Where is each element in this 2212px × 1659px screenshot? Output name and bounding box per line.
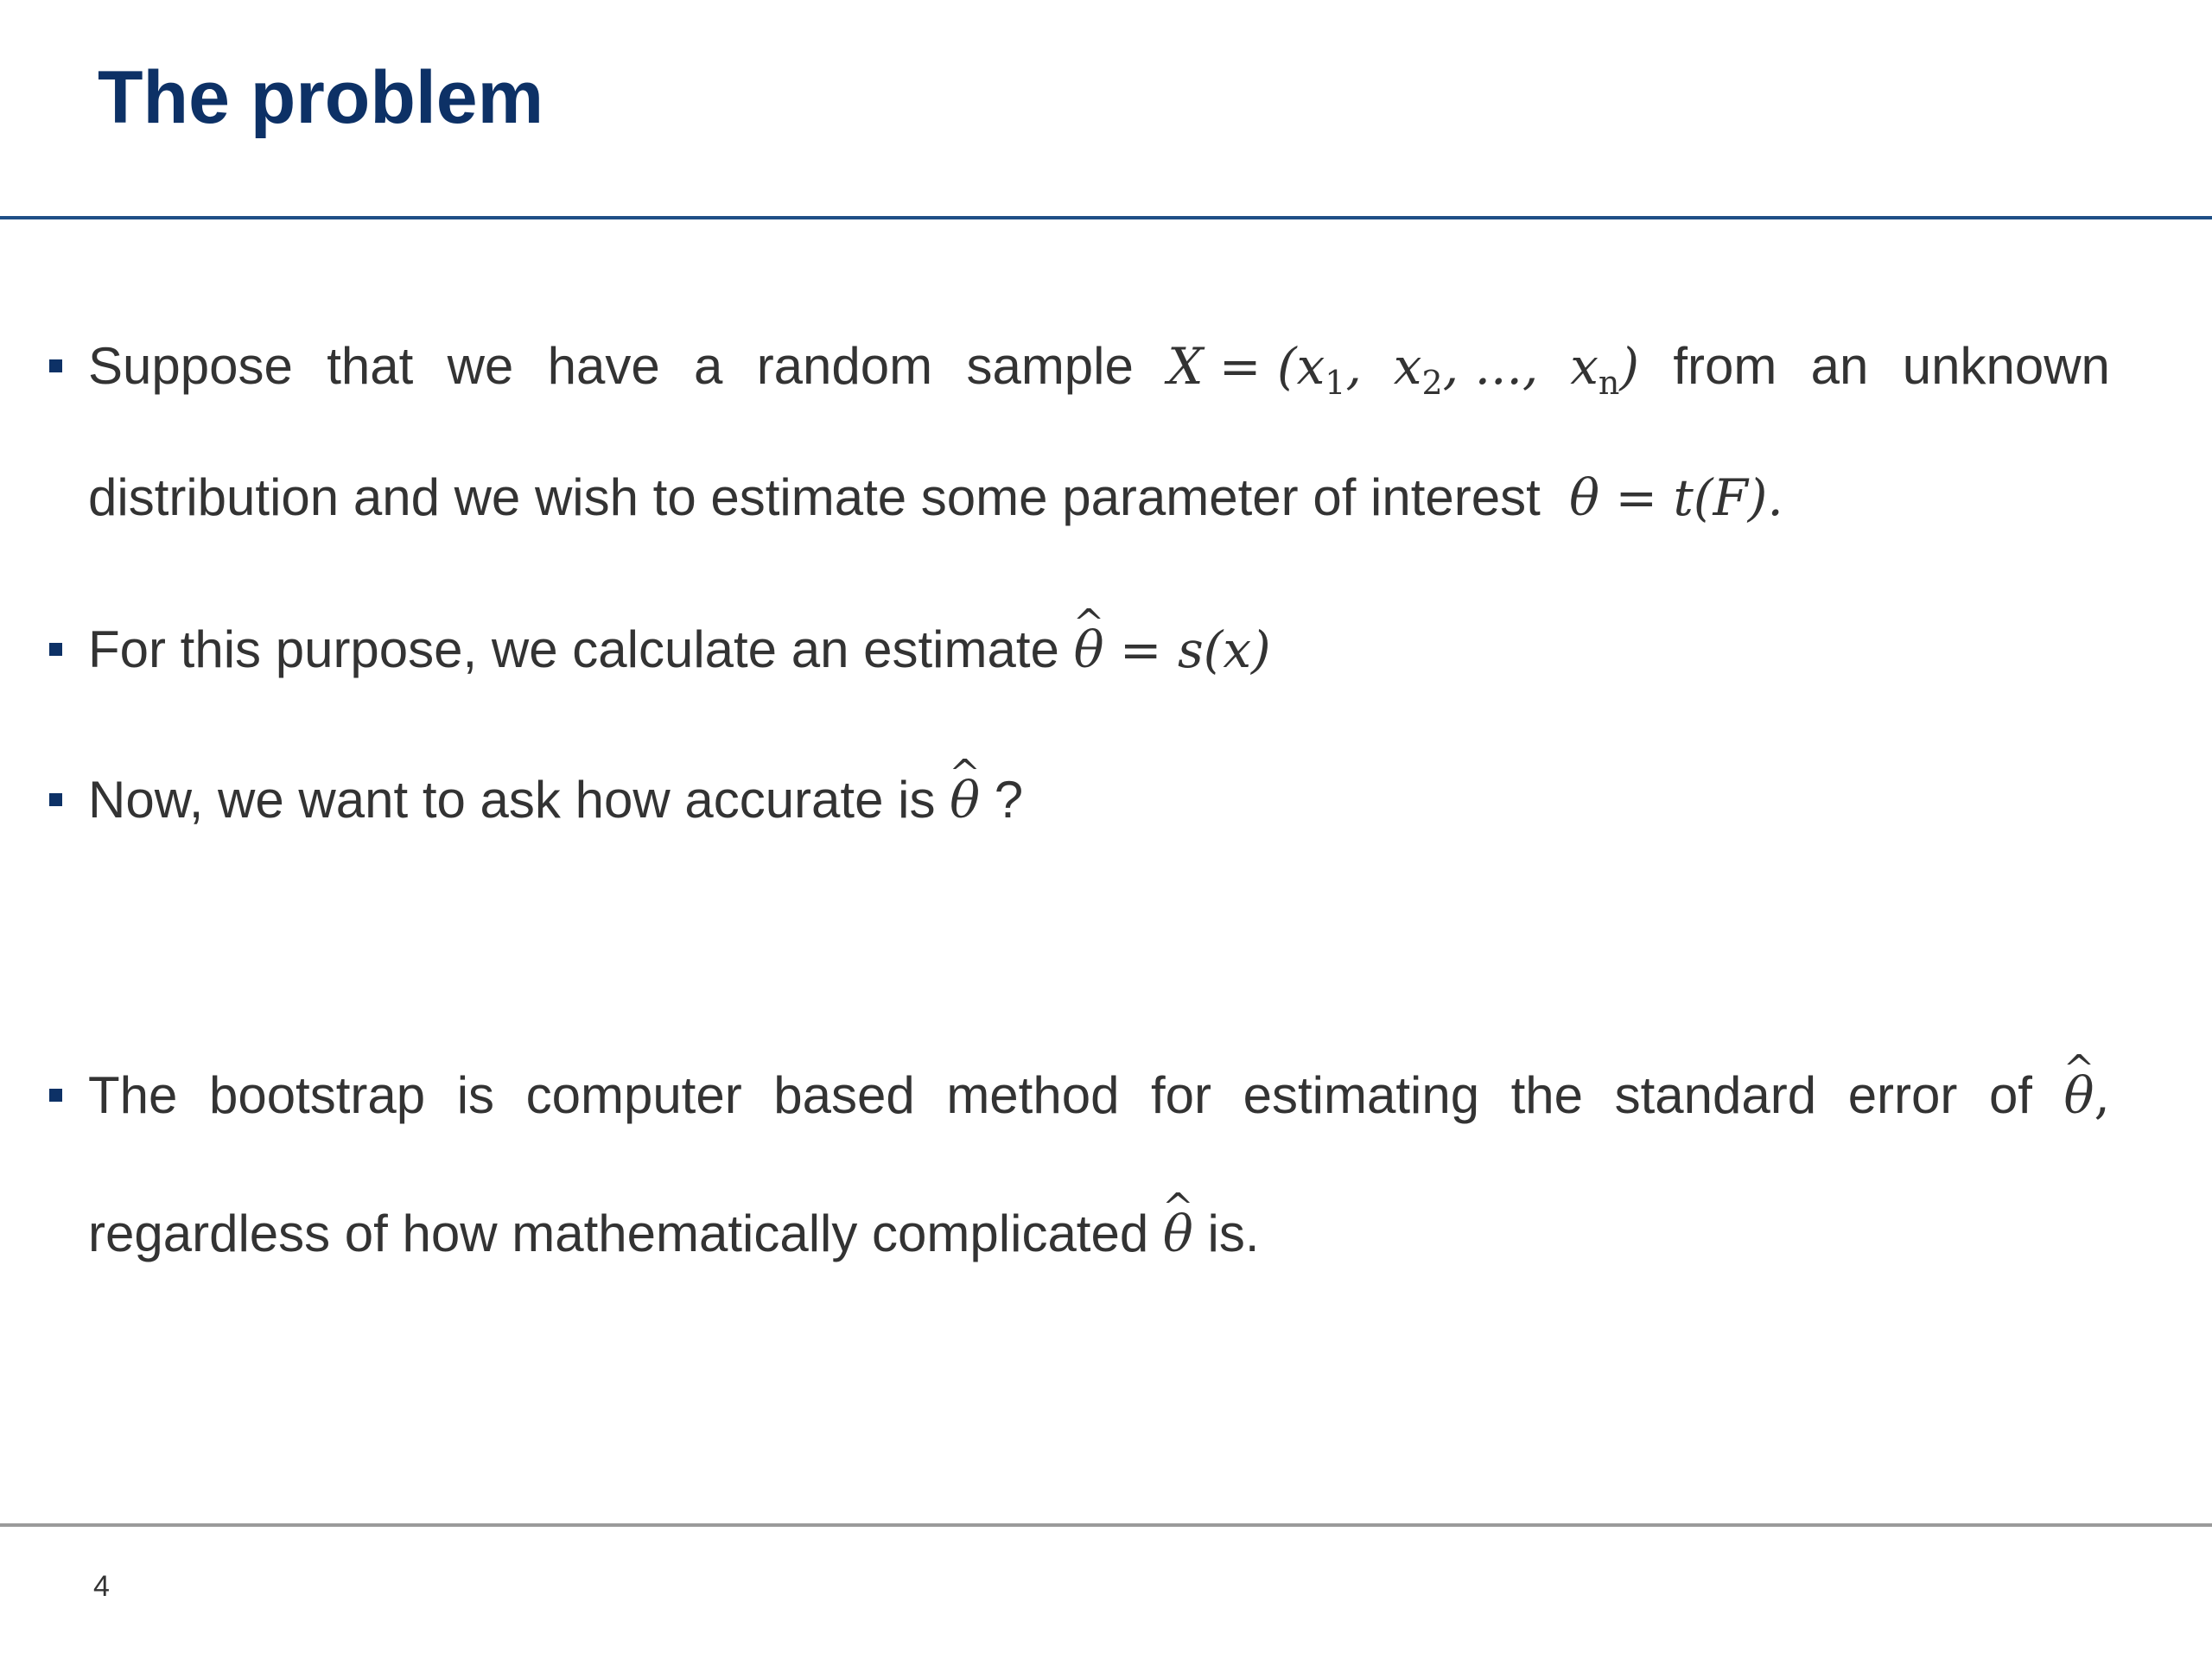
word: error [1847,1066,1958,1124]
word: based [773,1066,915,1124]
word: standard [1614,1066,1817,1124]
bullet-text-tail: ? [980,771,1024,829]
theta-hat: ^ θ [1163,1205,1193,1263]
bullet-text: Now, we want to ask how accurate is [88,771,936,829]
bullet-text: regardless of how mathematically complicated [88,1205,1149,1262]
bullet-text-tail: is. [1192,1205,1260,1262]
word: for [1151,1066,1212,1124]
bullet-line [88,769,1023,831]
word: have [547,337,660,395]
word: is [456,1066,495,1124]
word: the [1510,1066,1584,1124]
bullet-line [88,619,1271,681]
bullet-line [88,335,2110,402]
bullet-text: distribution and we wish to estimate some parameter of interest [88,468,1541,526]
word: The [88,1066,178,1124]
bullet-marker [49,793,62,806]
bullet-marker [49,359,62,372]
word: method [946,1066,1120,1124]
word: that [327,337,414,395]
estimate-formula: ^ θ = s(x) [1074,620,1271,679]
theta-hat: ^ θ, [2064,1065,2110,1127]
word: from [1673,337,1777,395]
footer-divider [0,1523,2212,1527]
bullet-text: For this purpose, we calculate an estimate [88,620,1059,678]
word: sample [966,337,1134,395]
bullet-line [88,1065,2110,1127]
word: we [447,337,514,395]
word: random [756,337,933,395]
sample-formula: $X = (x_1$, $x_2$, ..., $x_n$) [1167,337,1640,402]
word: unknown [1902,337,2110,395]
parameter-formula: θ = t(F). [1569,468,1783,527]
slide-title: The problem [98,56,544,139]
word: an [1810,337,1869,395]
word: Suppose [88,337,293,395]
theta-hat: ^ θ [950,771,980,830]
bullet-line [88,467,1783,529]
bullet-marker [49,643,62,656]
word: bootstrap [208,1066,426,1124]
page-number: 4 [93,1570,110,1603]
word: estimating [1243,1066,1480,1124]
bullet-marker [49,1089,62,1102]
word: a [694,337,723,395]
word: of [1988,1066,2032,1124]
word: computer [525,1066,742,1124]
bullet-line [88,1203,1259,1265]
